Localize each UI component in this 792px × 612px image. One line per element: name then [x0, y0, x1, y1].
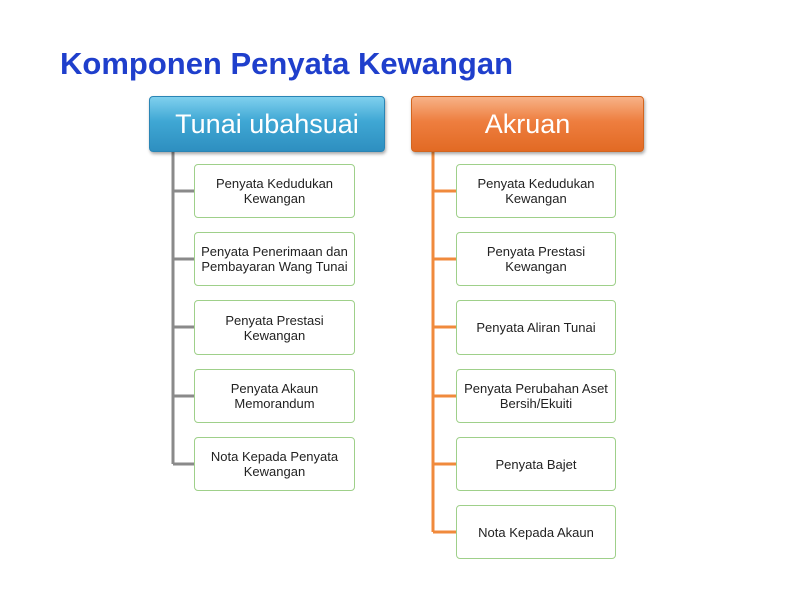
- right-item-box: Penyata Prestasi Kewangan: [456, 232, 616, 286]
- left-item-box: Penyata Kedudukan Kewangan: [194, 164, 355, 218]
- right-item-box: Penyata Kedudukan Kewangan: [456, 164, 616, 218]
- left-item-box: Penyata Penerimaan dan Pembayaran Wang Tunai: [194, 232, 355, 286]
- right-item-box: Penyata Bajet: [456, 437, 616, 491]
- left-item-box: Penyata Prestasi Kewangan: [194, 300, 355, 355]
- right-item-box: Penyata Aliran Tunai: [456, 300, 616, 355]
- page-title: Komponen Penyata Kewangan: [60, 46, 514, 81]
- right-item-box: Penyata Perubahan Aset Bersih/Ekuiti: [456, 369, 616, 423]
- column-header-akruan: Akruan: [411, 96, 644, 152]
- left-item-box: Penyata Akaun Memorandum: [194, 369, 355, 423]
- column-header-tunai-ubahsuai: Tunai ubahsuai: [149, 96, 385, 152]
- left-connector-lines: [173, 150, 194, 464]
- right-item-box: Nota Kepada Akaun: [456, 505, 616, 559]
- left-item-box: Nota Kepada Penyata Kewangan: [194, 437, 355, 491]
- right-connector-lines: [433, 150, 456, 532]
